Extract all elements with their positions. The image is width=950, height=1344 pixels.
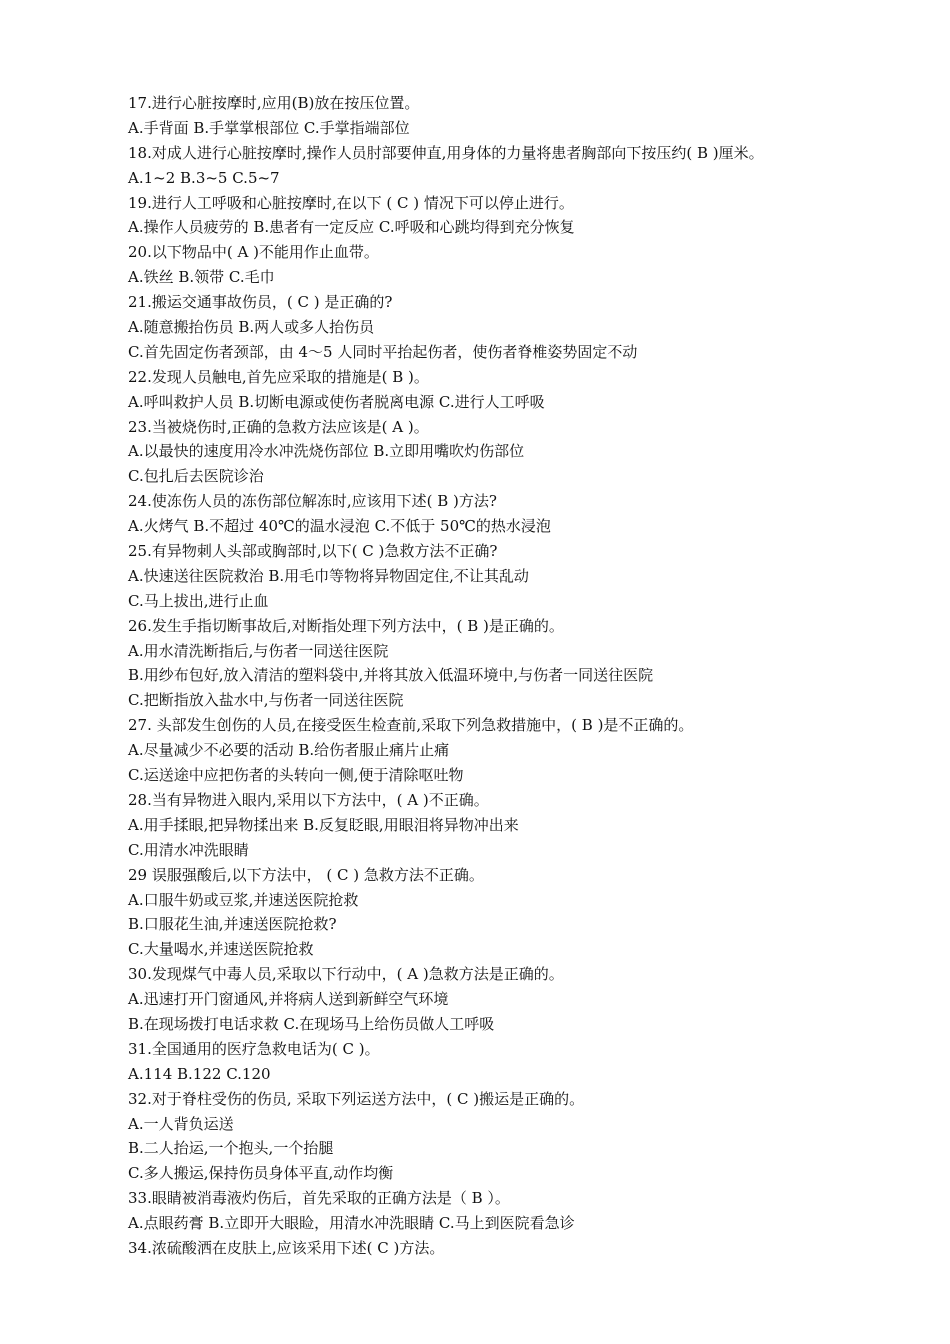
options-26-a: A.用水清洗断指后,与伤者一同送往医院 xyxy=(128,641,389,660)
options-27-ab: A.尽量减少不必要的活动 B.给伤者服止痛片止痛 xyxy=(128,741,450,760)
options-23-ab: A.以最快的速度用冷水冲洗烧伤部位 B.立即用嘴吹灼伤部位 xyxy=(128,442,525,461)
question-24: 24.使冻伤人员的冻伤部位解冻时,应该用下述( B )方法? xyxy=(128,492,497,511)
options-17: A.手背面 B.手掌掌根部位 C.手掌指端部位 xyxy=(128,118,410,137)
options-18: A.1~2 B.3~5 C.5~7 xyxy=(128,168,280,187)
options-25-ab: A.快速送往医院救治 B.用毛巾等物将异物固定住,不让其乱动 xyxy=(128,566,529,585)
question-33: 33.眼睛被消毒液灼伤后，首先采取的正确方法是（ B ）。 xyxy=(128,1189,510,1208)
options-32-a: A.一人背负运送 xyxy=(128,1114,234,1133)
question-29: 29 误服强酸后,以下方法中， ( C ) 急救方法不正确。 xyxy=(128,865,484,884)
options-28-c: C.用清水冲洗眼睛 xyxy=(128,840,249,859)
options-30-a: A.迅速打开门窗通风,并将病人送到新鲜空气环境 xyxy=(128,990,449,1009)
question-28: 28.当有异物进入眼内,采用以下方法中，( A )不正确。 xyxy=(128,790,489,809)
options-29-c: C.大量喝水,并速送医院抢救 xyxy=(128,940,314,959)
options-26-b: B.用纱布包好,放入清洁的塑料袋中,并将其放入低温环境中,与伤者一同送往医院 xyxy=(128,666,654,685)
options-29-b: B.口服花生油,并速送医院抢救? xyxy=(128,915,337,934)
options-32-b: B.二人抬运,一个抱头,一个抬腿 xyxy=(128,1139,334,1158)
options-25-c: C.马上拔出,进行止血 xyxy=(128,591,269,610)
options-27-c: C.运送途中应把伤者的头转向一侧,便于清除呕吐物 xyxy=(128,766,464,785)
options-23-c: C.包扎后去医院诊治 xyxy=(128,467,264,486)
question-21: 21.搬运交通事故伤员，( C ) 是正确的? xyxy=(128,293,393,312)
question-17: 17.进行心脏按摩时,应用(B)放在按压位置。 xyxy=(128,94,420,112)
options-28-ab: A.用手揉眼,把异物揉出来 B.反复眨眼,用眼泪将异物冲出来 xyxy=(128,815,519,834)
question-32: 32.对于脊柱受伤的伤员, 采取下列运送方法中，( C )搬运是正确的。 xyxy=(128,1089,585,1108)
options-26-c: C.把断指放入盐水中,与伤者一同送往医院 xyxy=(128,691,404,710)
question-20: 20.以下物品中( A )不能用作止血带。 xyxy=(128,243,379,262)
options-30-bc: B.在现场拨打电话求救 C.在现场马上给伤员做人工呼吸 xyxy=(128,1014,495,1033)
question-list xyxy=(128,91,908,1261)
options-32-c: C.多人搬运,保持伤员身体平直,动作均衡 xyxy=(128,1164,394,1183)
options-21-c: C.首先固定伤者颈部，由 4～5 人同时平抬起伤者，使伤者脊椎姿势固定不动 xyxy=(128,342,638,361)
options-31: A.114 B.122 C.120 xyxy=(128,1064,271,1083)
question-30: 30.发现煤气中毒人员,采取以下行动中，( A )急救方法是正确的。 xyxy=(128,965,564,984)
question-27: 27. 头部发生创伤的人员,在接受医生检查前,采取下列急救措施中，( B )是不正确的。 xyxy=(128,716,694,735)
options-20: A.铁丝 B.领带 C.毛巾 xyxy=(128,268,275,287)
question-25: 25.有异物刺人头部或胸部时,以下( C )急救方法不正确? xyxy=(128,542,498,561)
question-19: 19.进行人工呼吸和心脏按摩时,在以下 ( C ) 情况下可以停止进行。 xyxy=(128,193,574,212)
options-24: A.火烤气 B.不超过 40℃的温水浸泡 C.不低于 50℃的热水浸泡 xyxy=(128,517,551,536)
question-34: 34.浓硫酸洒在皮肤上,应该采用下述( C )方法。 xyxy=(128,1238,445,1257)
options-22: A.呼叫救护人员 B.切断电源或使伤者脱离电源 C.进行人工呼吸 xyxy=(128,392,545,411)
question-18: 18.对成人进行心脏按摩时,操作人员肘部要伸直,用身体的力量将患者胸部向下按压约( B )厘米。 xyxy=(128,143,764,162)
question-22: 22.发现人员触电,首先应采取的措施是( B )。 xyxy=(128,367,429,386)
options-29-a: A.口服牛奶或豆浆,并速送医院抢救 xyxy=(128,890,359,909)
question-26: 26.发生手指切断事故后,对断指处理下列方法中，( B )是正确的。 xyxy=(128,616,564,635)
options-21-ab: A.随意搬抬伤员 B.两人或多人抬伤员 xyxy=(128,318,375,337)
options-19: A.操作人员疲劳的 B.患者有一定反应 C.呼吸和心跳均得到充分恢复 xyxy=(128,218,575,237)
options-33: A.点眼药膏 B.立即开大眼睑，用清水冲洗眼睛 C.马上到医院看急诊 xyxy=(128,1214,575,1233)
question-31: 31.全国通用的医疗急救电话为( C )。 xyxy=(128,1039,380,1058)
question-23: 23.当被烧伤时,正确的急救方法应该是( A )。 xyxy=(128,417,429,436)
